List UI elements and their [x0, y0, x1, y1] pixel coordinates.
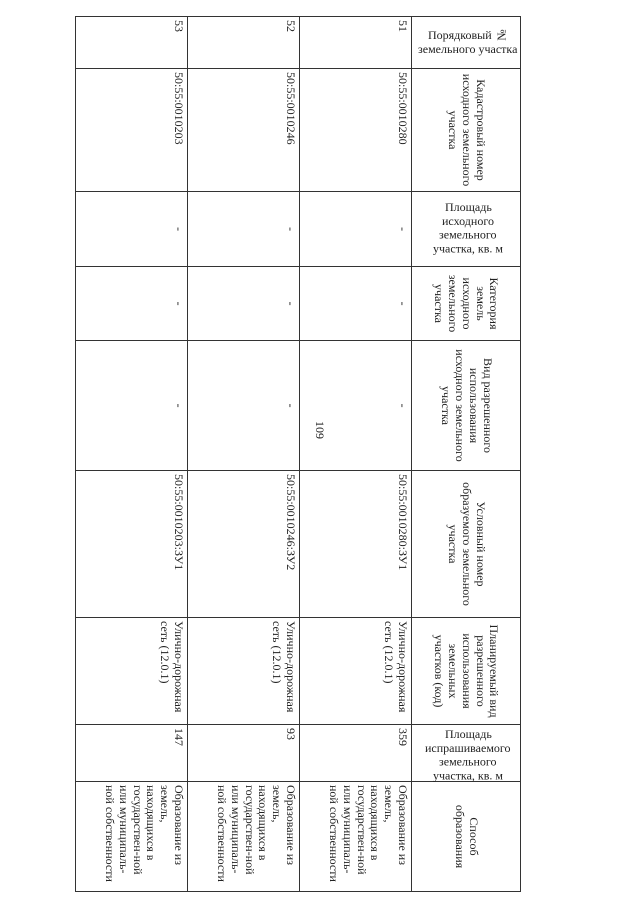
cell-source-area: -: [76, 192, 188, 267]
cell-source-use: -: [188, 341, 300, 471]
cell-cadastral-number: 50:55:0010280: [300, 69, 412, 192]
land-plot-table: [75, 16, 521, 892]
page-number: 109: [313, 421, 327, 439]
cell-land-category: -: [76, 267, 188, 341]
table-row: [300, 17, 412, 892]
header-new-number: Условный номер образуемого земельного участка: [412, 471, 521, 618]
header-requested-area: Площадь испрашиваемого земельного участка, кв. м: [412, 725, 521, 782]
cell-requested-area: 359: [300, 725, 412, 782]
rotated-table-wrapper: [76, 16, 521, 891]
cell-source-area: -: [188, 192, 300, 267]
cell-planned-use: Улично-дорожная сеть (12.0.1): [76, 618, 188, 725]
cell-requested-area: 147: [76, 725, 188, 782]
header-formation-method: Способ образования: [412, 782, 521, 892]
cell-planned-use: Улично-дорожная сеть (12.0.1): [188, 618, 300, 725]
cell-land-category: -: [188, 267, 300, 341]
cell-formation-method: Образование из земель, находящихся в государствен-ной или муниципаль-ной собственности: [188, 782, 300, 892]
header-source-area: Площадь исходного земельного участка, кв. м: [412, 192, 521, 267]
cell-plot-number: 51: [300, 17, 412, 69]
cell-formation-method: Образование из земель, находящихся в государствен-ной или муниципаль-ной собственности: [300, 782, 412, 892]
cell-plot-number: 53: [76, 17, 188, 69]
cell-formation-method: Образование из земель, находящихся в государствен-ной или муниципаль-ной собственности: [76, 782, 188, 892]
cell-new-number: 50:55:0010280:ЗУ1: [300, 471, 412, 618]
cell-cadastral-number: 50:55:0010246: [188, 69, 300, 192]
cell-new-number: 50:55:0010203:ЗУ1: [76, 471, 188, 618]
cell-source-use: -: [76, 341, 188, 471]
header-row: [412, 17, 521, 892]
cell-plot-number: 52: [188, 17, 300, 69]
table-row: [188, 17, 300, 892]
header-land-category: Категория земель исходного земельного участка: [412, 267, 521, 341]
cell-requested-area: 93: [188, 725, 300, 782]
cell-new-number: 50:55:0010246:ЗУ2: [188, 471, 300, 618]
cell-land-category: -: [300, 267, 412, 341]
cell-source-area: -: [300, 192, 412, 267]
header-plot-number: Порядковый № земельного участка: [412, 17, 521, 69]
header-planned-use: Планируемый вид разрешенного использования земельных участков (код): [412, 618, 521, 725]
cell-planned-use: Улично-дорожная сеть (12.0.1): [300, 618, 412, 725]
cell-cadastral-number: 50:55:0010203: [76, 69, 188, 192]
header-source-use: Вид разрешенного использования исходного земельного участка: [412, 341, 521, 471]
header-cadastral-number: Кадастровый номер исходного земельного участка: [412, 69, 521, 192]
table-row: [76, 17, 188, 892]
cell-source-use: -: [300, 341, 412, 471]
